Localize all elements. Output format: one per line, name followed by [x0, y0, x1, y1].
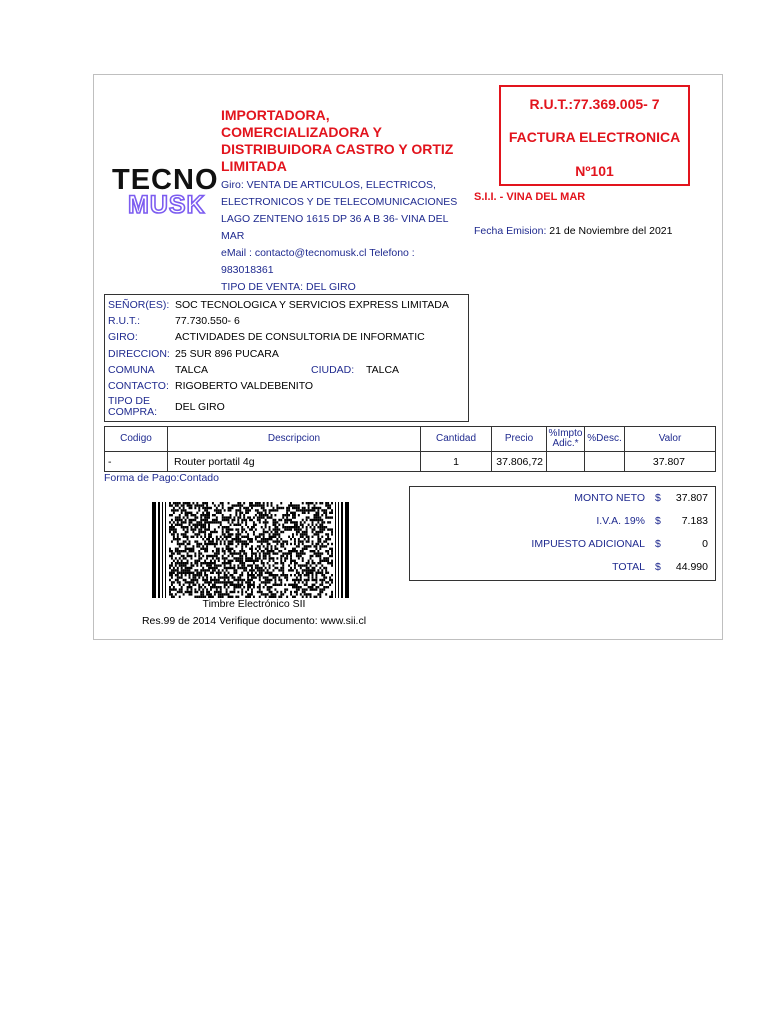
col-valor: Valor	[625, 427, 716, 452]
company-info-line: TIPO DE VENTA: DEL GIRO	[221, 281, 356, 293]
invoice-type: FACTURA ELECTRONICA	[508, 129, 681, 145]
client-label: TIPO DE	[108, 395, 151, 407]
total-label: MONTO NETO	[574, 492, 645, 504]
client-row-giro	[108, 331, 425, 343]
total-iva-value: 7.183	[681, 515, 708, 527]
client-label: SEÑOR(ES):	[108, 299, 170, 311]
issuer-rut: R.U.T.:77.369.005- 7	[529, 96, 660, 112]
total-row-impuesto	[410, 538, 715, 552]
client-rut: 77.730.550- 6	[175, 315, 240, 327]
col-impto-line1: %Impto	[548, 428, 583, 439]
client-address: 25 SUR 896 PUCARA	[175, 348, 279, 360]
client-row-tipo	[108, 395, 225, 418]
pdf417-barcode-icon	[152, 502, 351, 598]
company-info-line: eMail : contacto@tecnomusk.cl Telefono :	[221, 247, 415, 259]
client-comuna: TALCA	[175, 364, 209, 376]
col-codigo: Codigo	[105, 427, 168, 452]
cell-precio: 37.806,72	[492, 452, 547, 472]
client-label: R.U.T.:	[108, 315, 141, 327]
company-info-line: ELECTRONICOS Y DE TELECOMUNICACIONES	[221, 196, 458, 208]
company-info-line: 983018361	[221, 264, 274, 276]
client-row-comuna	[108, 364, 463, 376]
total-label: I.V.A. 19%	[596, 515, 645, 527]
cell-cantidad: 1	[421, 452, 492, 472]
payment-method: Forma de Pago:Contado	[104, 472, 219, 484]
currency-symbol: $	[655, 515, 661, 527]
client-box	[104, 294, 469, 422]
issue-date-label: Fecha Emision:	[474, 225, 547, 237]
client-tipo: DEL GIRO	[175, 401, 225, 413]
client-row-contacto	[108, 380, 314, 392]
client-ciudad: TALCA	[366, 364, 400, 376]
items-table	[104, 426, 716, 472]
client-label: CONTACTO:	[108, 380, 169, 392]
col-precio: Precio	[492, 427, 547, 452]
invoice-page	[93, 74, 723, 640]
client-label: DIRECCION:	[108, 348, 170, 360]
logo-tecno: TECNO	[112, 164, 219, 196]
col-impto	[547, 427, 585, 452]
client-label: COMUNA	[108, 364, 155, 376]
client-giro: ACTIVIDADES DE CONSULTORIA DE INFORMATIC	[175, 331, 425, 343]
col-descripcion: Descripcion	[168, 427, 421, 452]
col-desc: %Desc.	[585, 427, 625, 452]
total-row-total	[410, 561, 715, 575]
client-contact: RIGOBERTO VALDEBENITO	[175, 380, 314, 392]
client-label: GIRO:	[108, 331, 138, 343]
total-imp-value: 0	[702, 538, 708, 550]
company-info	[221, 177, 471, 296]
col-cantidad: Cantidad	[421, 427, 492, 452]
issue-date-value: 21 de Noviembre del 2021	[546, 225, 673, 237]
issue-date	[474, 225, 672, 237]
timbre-verify: Res.99 de 2014 Verifique documento: www.sii.cl	[141, 615, 367, 627]
cell-impto	[547, 452, 585, 472]
table-row	[105, 452, 716, 472]
cell-valor: 37.807	[625, 452, 716, 472]
total-value: 44.990	[675, 561, 708, 573]
client-row-direccion	[108, 348, 279, 360]
client-row-rut	[108, 315, 240, 327]
invoice-id-box	[499, 85, 690, 186]
cell-codigo: -	[105, 452, 168, 472]
col-impto-line2: Adic.*	[552, 438, 579, 449]
company-info-line: LAGO ZENTENO 1615 DP 36 A B 36- VINA DEL	[221, 213, 449, 225]
client-row-senor	[108, 299, 449, 311]
company-info-line: MAR	[221, 230, 245, 242]
cell-descripcion: Router portatil 4g	[168, 452, 421, 472]
client-label: COMPRA:	[108, 406, 158, 418]
total-neto-value: 37.807	[675, 492, 708, 504]
sii-office: S.I.I. - VINA DEL MAR	[474, 191, 586, 203]
company-name: IMPORTADORA, COMERCIALIZADORA Y DISTRIBUIDORA CASTRO Y ORTIZ LIMITADA	[221, 107, 454, 174]
total-row-iva	[410, 515, 715, 529]
totals-box	[409, 486, 716, 581]
currency-symbol: $	[655, 538, 661, 550]
currency-symbol: $	[655, 561, 661, 573]
logo-musk: MUSK	[128, 191, 206, 219]
total-row-neto	[410, 492, 715, 506]
company-info-line: Giro: VENTA DE ARTICULOS, ELECTRICOS,	[221, 179, 436, 191]
invoice-number: Nº101	[575, 163, 614, 179]
cell-desc	[585, 452, 625, 472]
currency-symbol: $	[655, 492, 661, 504]
client-label: CIUDAD:	[311, 364, 355, 376]
items-header-row	[105, 427, 716, 452]
total-label: TOTAL	[612, 561, 645, 573]
client-name: SOC TECNOLOGICA Y SERVICIOS EXPRESS LIMITADA	[175, 299, 449, 311]
total-label: IMPUESTO ADICIONAL	[531, 538, 645, 550]
timbre-label: Timbre Electrónico SII	[202, 598, 306, 610]
